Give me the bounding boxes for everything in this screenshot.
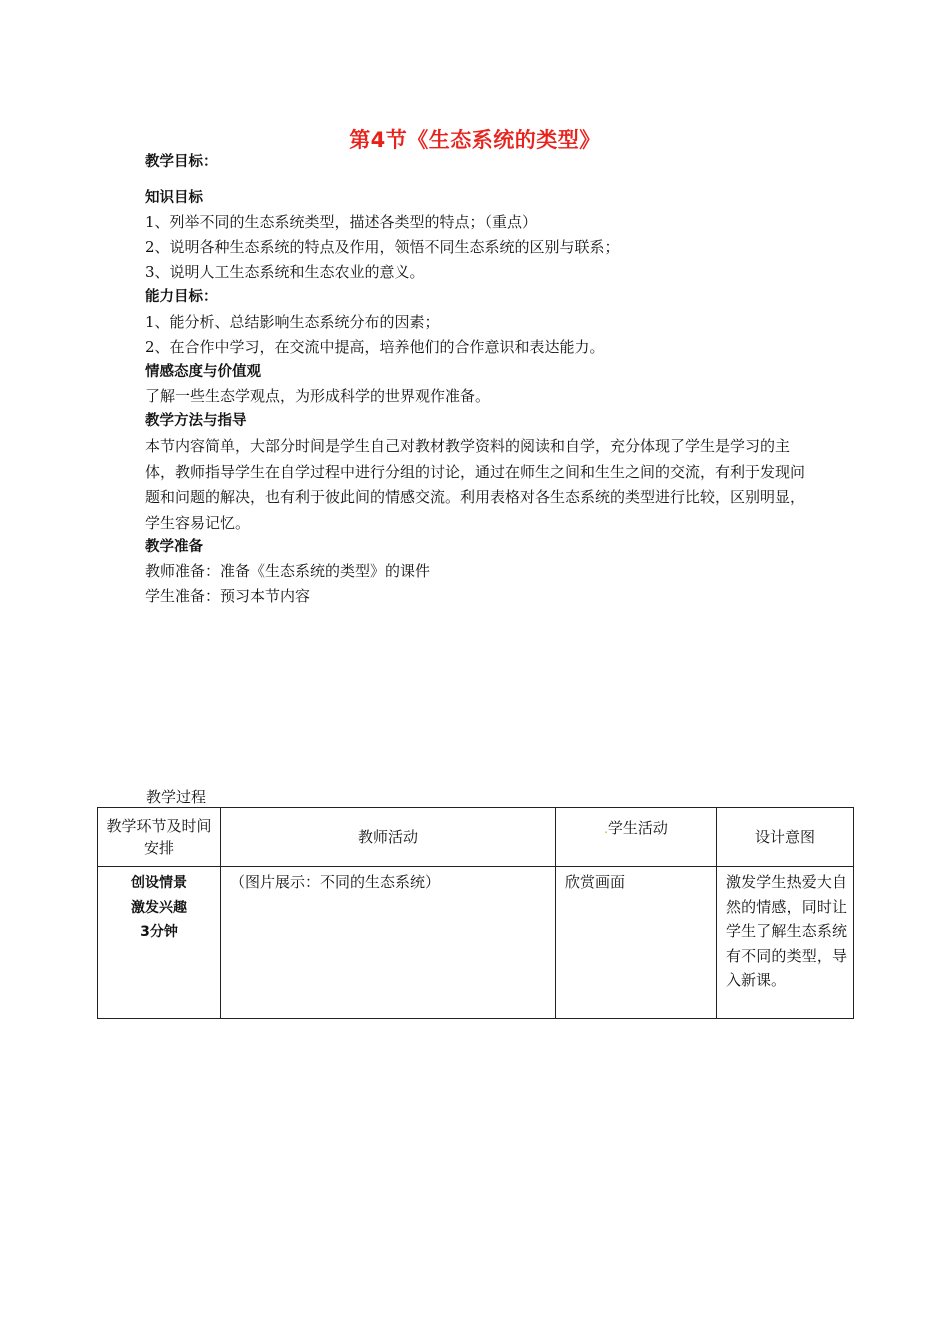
stage-duration: 3分钟: [140, 924, 178, 940]
ability-goal-item: 1、能分析、总结影响生态系统分布的因素；: [145, 313, 440, 331]
stage-cell: [98, 867, 221, 1019]
header-teacher-activity: 教师活动: [221, 808, 556, 867]
stage-line: 激发兴趣: [131, 899, 187, 916]
emotion-goals-text: 了解一些生态学观点，为形成科学的世界观作准备。: [145, 387, 491, 405]
knowledge-goals-heading: 知识目标: [145, 190, 203, 206]
student-activity-cell: 欣赏画面: [556, 867, 717, 1019]
teaching-method-heading: 教学方法与指导: [145, 413, 247, 429]
teaching-goals-heading: 教学目标：: [145, 154, 218, 170]
page-title: 第4节《生态系统的类型》: [349, 128, 601, 152]
teaching-method-text: 本节内容简单，大部分时间是学生自己对教材教学资料的阅读和自学，充分体现了学生是学习的主体，教师指导学生在自学过程中进行分组的讨论，通过在师生之间和生生之间的交流，有利于发现问题和问题的解决，也有利于彼此间的情感交流。利用表格对各生态系统的类型进行比较，区别明显，学生容易记忆。: [145, 437, 806, 532]
design-intent-cell: 激发学生热爱大自然的情感，同时让学生了解生态系统有不同的类型，导入新课。: [717, 867, 854, 1019]
ability-goal-item: 2、在合作中学习，在交流中提高，培养他们的合作意识和表达能力。: [145, 338, 605, 356]
knowledge-goal-item: 1、列举不同的生态系统类型，描述各类型的特点；（重点）: [145, 213, 538, 231]
teaching-preparation-heading: 教学准备: [145, 539, 203, 555]
emotion-goals-heading: 情感态度与价值观: [145, 364, 261, 380]
table-row: [98, 867, 854, 1019]
ability-goals-heading: 能力目标：: [145, 289, 218, 305]
teacher-preparation: 教师准备：准备《生态系统的类型》的课件: [145, 562, 431, 580]
table-header-row: [98, 808, 854, 867]
header-student-activity: .学生活动: [556, 808, 717, 867]
teacher-activity-cell: （图片展示：不同的生态系统）: [221, 867, 556, 1019]
knowledge-goal-item: 2、说明各种生态系统的特点及作用，领悟不同生态系统的区别与联系；: [145, 238, 620, 256]
stage-line: 创设情景: [131, 875, 187, 891]
student-preparation: 学生准备：预习本节内容: [145, 587, 311, 605]
header-design-intent: 设计意图: [717, 808, 854, 867]
teaching-process-label: 教学过程: [146, 788, 207, 806]
teaching-process-table: [97, 807, 854, 1019]
header-stage: 教学环节及时间安排: [98, 808, 221, 867]
knowledge-goal-item: 3、说明人工生态系统和生态农业的意义。: [145, 263, 425, 281]
